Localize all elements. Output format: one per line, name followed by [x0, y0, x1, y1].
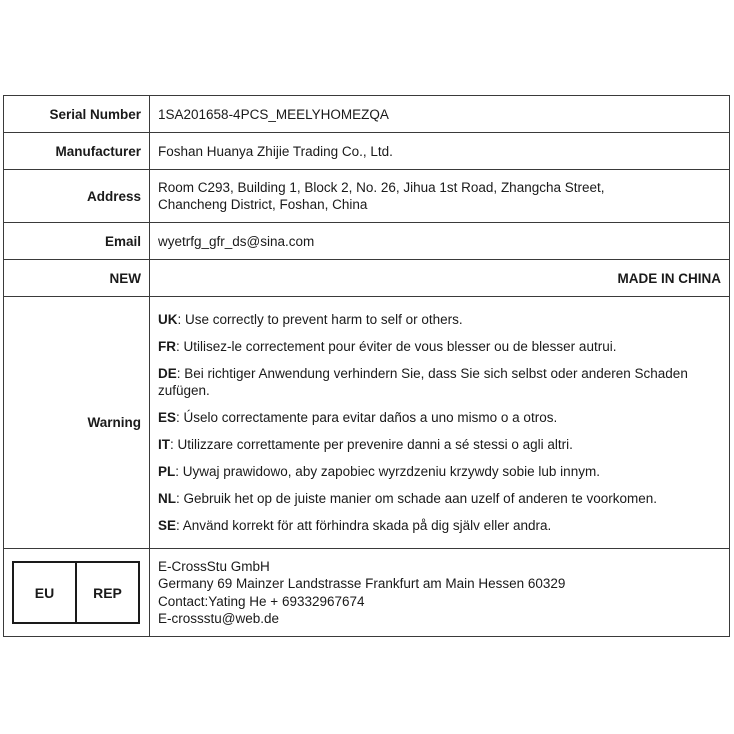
eu-rep-symbol-cell: [4, 549, 150, 637]
warning-code: PL: [158, 464, 176, 479]
email-value: wyetrfg_gfr_ds@sina.com: [150, 223, 730, 260]
warning-item-fr: [158, 338, 721, 355]
warning-text: : Úselo correctamente para evitar daños a uno mismo o a otros.: [176, 410, 558, 425]
warning-text: : Use correctly to prevent harm to self or others.: [177, 312, 463, 327]
warning-text: : Använd korrekt för att förhindra skada på dig själv eller andra.: [176, 518, 552, 533]
warning-code: DE: [158, 366, 177, 381]
new-label: NEW: [4, 260, 150, 297]
address-row: [4, 170, 730, 223]
warning-item-es: [158, 409, 721, 426]
address-line-1: Room C293, Building 1, Block 2, No. 26, Jihua 1st Road, Zhangcha Street,: [158, 180, 605, 195]
product-label-table: [3, 95, 730, 637]
email-row: [4, 223, 730, 260]
eu-box: EU: [34, 584, 55, 601]
warning-item-de: [158, 365, 721, 399]
warning-text: : Gebruik het op de juiste manier om schade aan uzelf of anderen te voorkomen.: [176, 491, 658, 506]
eu-rep-details: [150, 549, 730, 637]
serial-number-value: 1SA201658-4PCS_MEELYHOMEZQA: [150, 96, 730, 133]
manufacturer-row: [4, 133, 730, 170]
warning-code: FR: [158, 339, 176, 354]
warning-text: : Utilisez-le correctement pour éviter de vous blesser ou de blesser autrui.: [176, 339, 617, 354]
warning-code: IT: [158, 437, 170, 452]
warning-list: [150, 297, 730, 549]
eu-rep-address: Germany 69 Mainzer Landstrasse Frankfurt am Main Hessen 60329: [158, 576, 566, 591]
warning-item-it: [158, 436, 721, 453]
rep-box: REP: [75, 563, 138, 622]
warning-item-pl: [158, 463, 721, 480]
warning-item-nl: [158, 490, 721, 507]
address-value: [150, 170, 730, 223]
warning-text: : Uywaj prawidowo, aby zapobiec wyrzdzeniu krzywdy sobie lub innym.: [175, 464, 600, 479]
warning-code: UK: [158, 312, 178, 327]
warning-text: : Utilizzare correttamente per prevenire danni a sé stessi o agli altri.: [170, 437, 573, 452]
serial-number-label: Serial Number: [4, 96, 150, 133]
warning-item-uk: [158, 311, 721, 328]
warning-item-se: [158, 517, 721, 534]
address-label: Address: [4, 170, 150, 223]
eu-rep-company: E-CrossStu GmbH: [158, 558, 270, 574]
eu-rep-contact: Contact:Yating He + 69332967674: [158, 593, 365, 609]
eu-rep-row: [4, 549, 730, 637]
warning-code: NL: [158, 491, 176, 506]
warning-row: [4, 297, 730, 549]
warning-code: ES: [158, 410, 177, 425]
new-row: [4, 260, 730, 297]
manufacturer-value: Foshan Huanya Zhijie Trading Co., Ltd.: [150, 133, 730, 170]
eu-rep-email: E-crossstu@web.de: [158, 611, 279, 626]
warning-label: Warning: [4, 297, 150, 549]
eu-rep-symbol: [12, 561, 140, 624]
address-line-2: Chancheng District, Foshan, China: [158, 197, 368, 212]
serial-number-row: [4, 96, 730, 133]
manufacturer-label: Manufacturer: [4, 133, 150, 170]
made-in-china-text: MADE IN CHINA: [150, 260, 730, 297]
warning-code: SE: [158, 518, 177, 533]
email-label: Email: [4, 223, 150, 260]
warning-text: : Bei richtiger Anwendung verhindern Sie, dass Sie sich selbst oder anderen Schaden zufügen.: [158, 366, 688, 398]
